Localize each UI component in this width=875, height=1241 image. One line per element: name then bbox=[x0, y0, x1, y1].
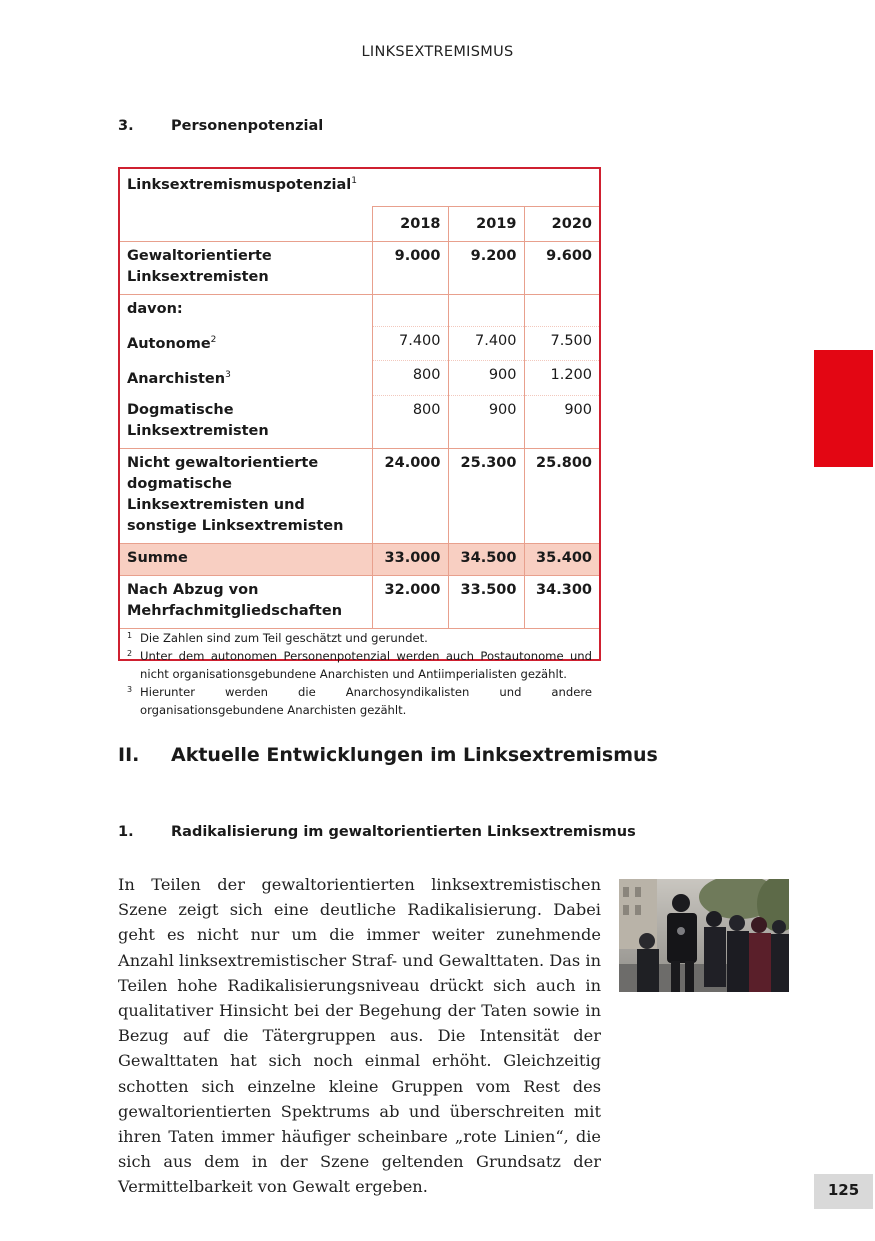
year-header: 2020 bbox=[524, 207, 599, 242]
protest-photo-image bbox=[619, 879, 789, 992]
footnote: 1 Die Zahlen sind zum Teil geschätzt und gerundet. bbox=[127, 630, 428, 645]
section-heading-radikalisierung bbox=[118, 824, 636, 840]
chapter-heading bbox=[118, 744, 658, 766]
table-row: Nach Abzug von Mehrfachmitgliedschaften 32.000 33.500 34.300 bbox=[120, 575, 599, 628]
year-header: 2018 bbox=[372, 207, 448, 242]
section-number: 1. bbox=[118, 824, 134, 840]
table-title: Linksextremismuspotenzial$^1$ bbox=[127, 176, 358, 193]
section-title: Personenpotenzial bbox=[171, 118, 324, 134]
page-number: 125 bbox=[814, 1174, 873, 1209]
footnote: 3 Hierunter werden die Anarchosyndikalisten und andere organisationsgebundene Anarchisten gezählt. bbox=[127, 684, 593, 717]
table-row: Anarchisten$^3$ 800 900 1.200 bbox=[120, 361, 599, 396]
chapter-title: Aktuelle Entwicklungen im Linksextremismus bbox=[171, 744, 658, 766]
year-header: 2019 bbox=[448, 207, 524, 242]
section-title: Radikalisierung im gewaltorientierten Linksextremismus bbox=[171, 824, 636, 840]
footnote: 2 Unter dem autonomen Personenpotenzial werden auch Postautonome und nicht organisationsgebundene Anarchisten und Antiimperialisten gezählt. bbox=[127, 648, 593, 681]
table-row: Autonome$^2$ 7.400 7.400 7.500 bbox=[120, 326, 599, 361]
protest-photo bbox=[619, 879, 789, 992]
potential-table bbox=[120, 169, 599, 719]
table-row: Dogmatische Linksextremisten 800 900 900 bbox=[120, 396, 599, 449]
running-head: LINKSEXTREMISMUS bbox=[361, 44, 514, 60]
table-row: Gewaltorientierte Linksextremisten 9.000 9.200 9.600 bbox=[120, 242, 599, 295]
potential-table-box bbox=[118, 167, 601, 717]
table-footnotes bbox=[120, 628, 599, 719]
table-row-summe: Summe 33.000 34.500 35.400 bbox=[120, 543, 599, 575]
section-number: 3. bbox=[118, 118, 134, 134]
body-paragraph: In Teilen der gewaltorientierten linksextremistischen Szene zeigt sich eine deutliche Radikalisierung. Dabei geht es nicht nur um die immer weiter zunehmende Anzahl linksextremistischer Straf- und Gewalttaten. Das in Teilen hohe Radikalisierungsniveau drückt sich auch in qualitativer Hinsicht bei der Begehung der Taten sowie in Bezug auf die Tätergruppen aus. Die Intensität der Gewalttaten hat sich noch einmal erhöht. Gleichzeitig schotten sich einzelne kleine Gruppen vom Rest des gewaltorientierten Spektrums ab und überschreiten mit ihren Taten immer häufiger scheinbare „rote Linien“, die sich aus dem in der Szene geltenden Grundsatz der Vermittelbarkeit von Gewalt ergeben. bbox=[118, 875, 601, 1197]
chapter-number: II. bbox=[118, 744, 140, 766]
chapter-tab-marker bbox=[814, 350, 873, 467]
table-row: davon: bbox=[120, 295, 599, 327]
section-heading-personenpotenzial bbox=[118, 118, 323, 134]
table-row: Nicht gewaltorientierte dogmatische Linksextremisten und sonstige Linksextremisten 24.000 25.300 25.800 bbox=[120, 448, 599, 543]
